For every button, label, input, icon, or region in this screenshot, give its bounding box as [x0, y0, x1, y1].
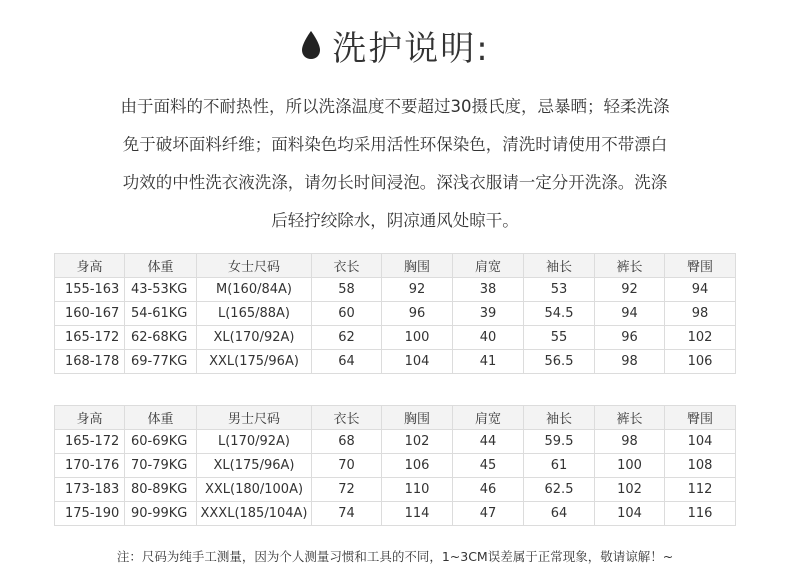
column-header: 体重: [125, 406, 197, 430]
table-header-row: [55, 254, 736, 278]
column-header: 臀围: [665, 254, 736, 278]
column-header: 裤长: [595, 406, 665, 430]
table-cell: 64: [312, 350, 382, 374]
table-cell: 112: [665, 478, 736, 502]
column-header: 臀围: [665, 406, 736, 430]
table-cell: 70: [312, 454, 382, 478]
table-row: [55, 478, 736, 502]
table-cell: 104: [595, 502, 665, 526]
column-header: 袖长: [524, 406, 595, 430]
table-cell: 102: [665, 326, 736, 350]
column-header: 衣长: [312, 406, 382, 430]
table-cell: 106: [665, 350, 736, 374]
table-cell: 46: [453, 478, 524, 502]
table-cell: 160-167: [55, 302, 125, 326]
table-cell: 90-99KG: [125, 502, 197, 526]
care-line: 免于破坏面料纤维；面料染色均采用活性环保染色，清洗时请使用不带漂白: [122, 135, 668, 154]
table-cell: 43-53KG: [125, 278, 197, 302]
column-header: 身高: [55, 254, 125, 278]
table-row: [55, 430, 736, 454]
column-header: 肩宽: [453, 254, 524, 278]
care-line: 功效的中性洗衣液洗涤，请勿长时间浸泡。深浅衣服请一定分开洗涤。洗涤: [122, 173, 668, 192]
table-cell: 104: [382, 350, 453, 374]
table-row: [55, 278, 736, 302]
table-cell: 69-77KG: [125, 350, 197, 374]
table-cell: XL(170/92A): [197, 326, 312, 350]
table-cell: 56.5: [524, 350, 595, 374]
table-cell: 165-172: [55, 326, 125, 350]
table-cell: 168-178: [55, 350, 125, 374]
table-cell: 92: [382, 278, 453, 302]
column-header: 男士尺码: [197, 406, 312, 430]
table-cell: 80-89KG: [125, 478, 197, 502]
table-cell: 96: [595, 326, 665, 350]
table-header-row: [55, 406, 736, 430]
table-cell: 61: [524, 454, 595, 478]
column-header: 衣长: [312, 254, 382, 278]
column-header: 体重: [125, 254, 197, 278]
table-cell: 38: [453, 278, 524, 302]
table-cell: 96: [382, 302, 453, 326]
column-header: 身高: [55, 406, 125, 430]
table-cell: 44: [453, 430, 524, 454]
care-line: 后轻拧绞除水，阴凉通风处晾干。: [271, 211, 519, 230]
table-cell: 62-68KG: [125, 326, 197, 350]
table-cell: 68: [312, 430, 382, 454]
table-cell: XL(175/96A): [197, 454, 312, 478]
measurement-note: 注：尺码为纯手工测量，因为个人测量习惯和工具的不同，1~3CM误差属于正常现象，敬请谅解！~: [116, 549, 674, 564]
table-cell: XXXL(185/104A): [197, 502, 312, 526]
women-size-table: [54, 253, 736, 374]
table-cell: 60-69KG: [125, 430, 197, 454]
table-cell: 155-163: [55, 278, 125, 302]
table-cell: 104: [665, 430, 736, 454]
table-cell: 40: [453, 326, 524, 350]
table-cell: 53: [524, 278, 595, 302]
table-cell: 173-183: [55, 478, 125, 502]
table-row: [55, 326, 736, 350]
table-cell: 92: [595, 278, 665, 302]
table-cell: 102: [595, 478, 665, 502]
table-cell: 98: [665, 302, 736, 326]
column-header: 胸围: [382, 406, 453, 430]
table-cell: 108: [665, 454, 736, 478]
table-row: [55, 350, 736, 374]
column-header: 女士尺码: [197, 254, 312, 278]
table-cell: 106: [382, 454, 453, 478]
table-cell: M(160/84A): [197, 278, 312, 302]
table-cell: 100: [382, 326, 453, 350]
table-cell: 98: [595, 430, 665, 454]
table-cell: 72: [312, 478, 382, 502]
table-cell: 45: [453, 454, 524, 478]
table-cell: XXL(180/100A): [197, 478, 312, 502]
table-cell: XXL(175/96A): [197, 350, 312, 374]
table-row: [55, 454, 736, 478]
table-cell: 60: [312, 302, 382, 326]
table-cell: 59.5: [524, 430, 595, 454]
table-row: [55, 502, 736, 526]
table-cell: 39: [453, 302, 524, 326]
care-instructions: [62, 88, 728, 240]
table-cell: 58: [312, 278, 382, 302]
table-cell: 62: [312, 326, 382, 350]
page-title: 洗护说明:: [332, 28, 490, 69]
table-cell: 100: [595, 454, 665, 478]
table-cell: 98: [595, 350, 665, 374]
table-cell: L(165/88A): [197, 302, 312, 326]
table-cell: 102: [382, 430, 453, 454]
table-row: [55, 302, 736, 326]
table-cell: 54-61KG: [125, 302, 197, 326]
table-cell: 114: [382, 502, 453, 526]
water-drop-icon: [300, 30, 322, 60]
table-cell: 165-172: [55, 430, 125, 454]
table-cell: 110: [382, 478, 453, 502]
table-cell: 47: [453, 502, 524, 526]
men-size-table: [54, 405, 736, 526]
table-cell: 70-79KG: [125, 454, 197, 478]
table-cell: 74: [312, 502, 382, 526]
table-cell: 116: [665, 502, 736, 526]
column-header: 裤长: [595, 254, 665, 278]
table-cell: 94: [595, 302, 665, 326]
column-header: 袖长: [524, 254, 595, 278]
table-cell: 54.5: [524, 302, 595, 326]
title-row: [0, 20, 790, 70]
table-cell: 64: [524, 502, 595, 526]
table-cell: 170-176: [55, 454, 125, 478]
table-cell: 55: [524, 326, 595, 350]
table-cell: 41: [453, 350, 524, 374]
table-cell: 62.5: [524, 478, 595, 502]
care-line: 由于面料的不耐热性，所以洗涤温度不要超过30摄氏度，忌暴晒；轻柔洗涤: [120, 97, 670, 116]
column-header: 胸围: [382, 254, 453, 278]
column-header: 肩宽: [453, 406, 524, 430]
table-cell: 175-190: [55, 502, 125, 526]
table-cell: 94: [665, 278, 736, 302]
table-cell: L(170/92A): [197, 430, 312, 454]
